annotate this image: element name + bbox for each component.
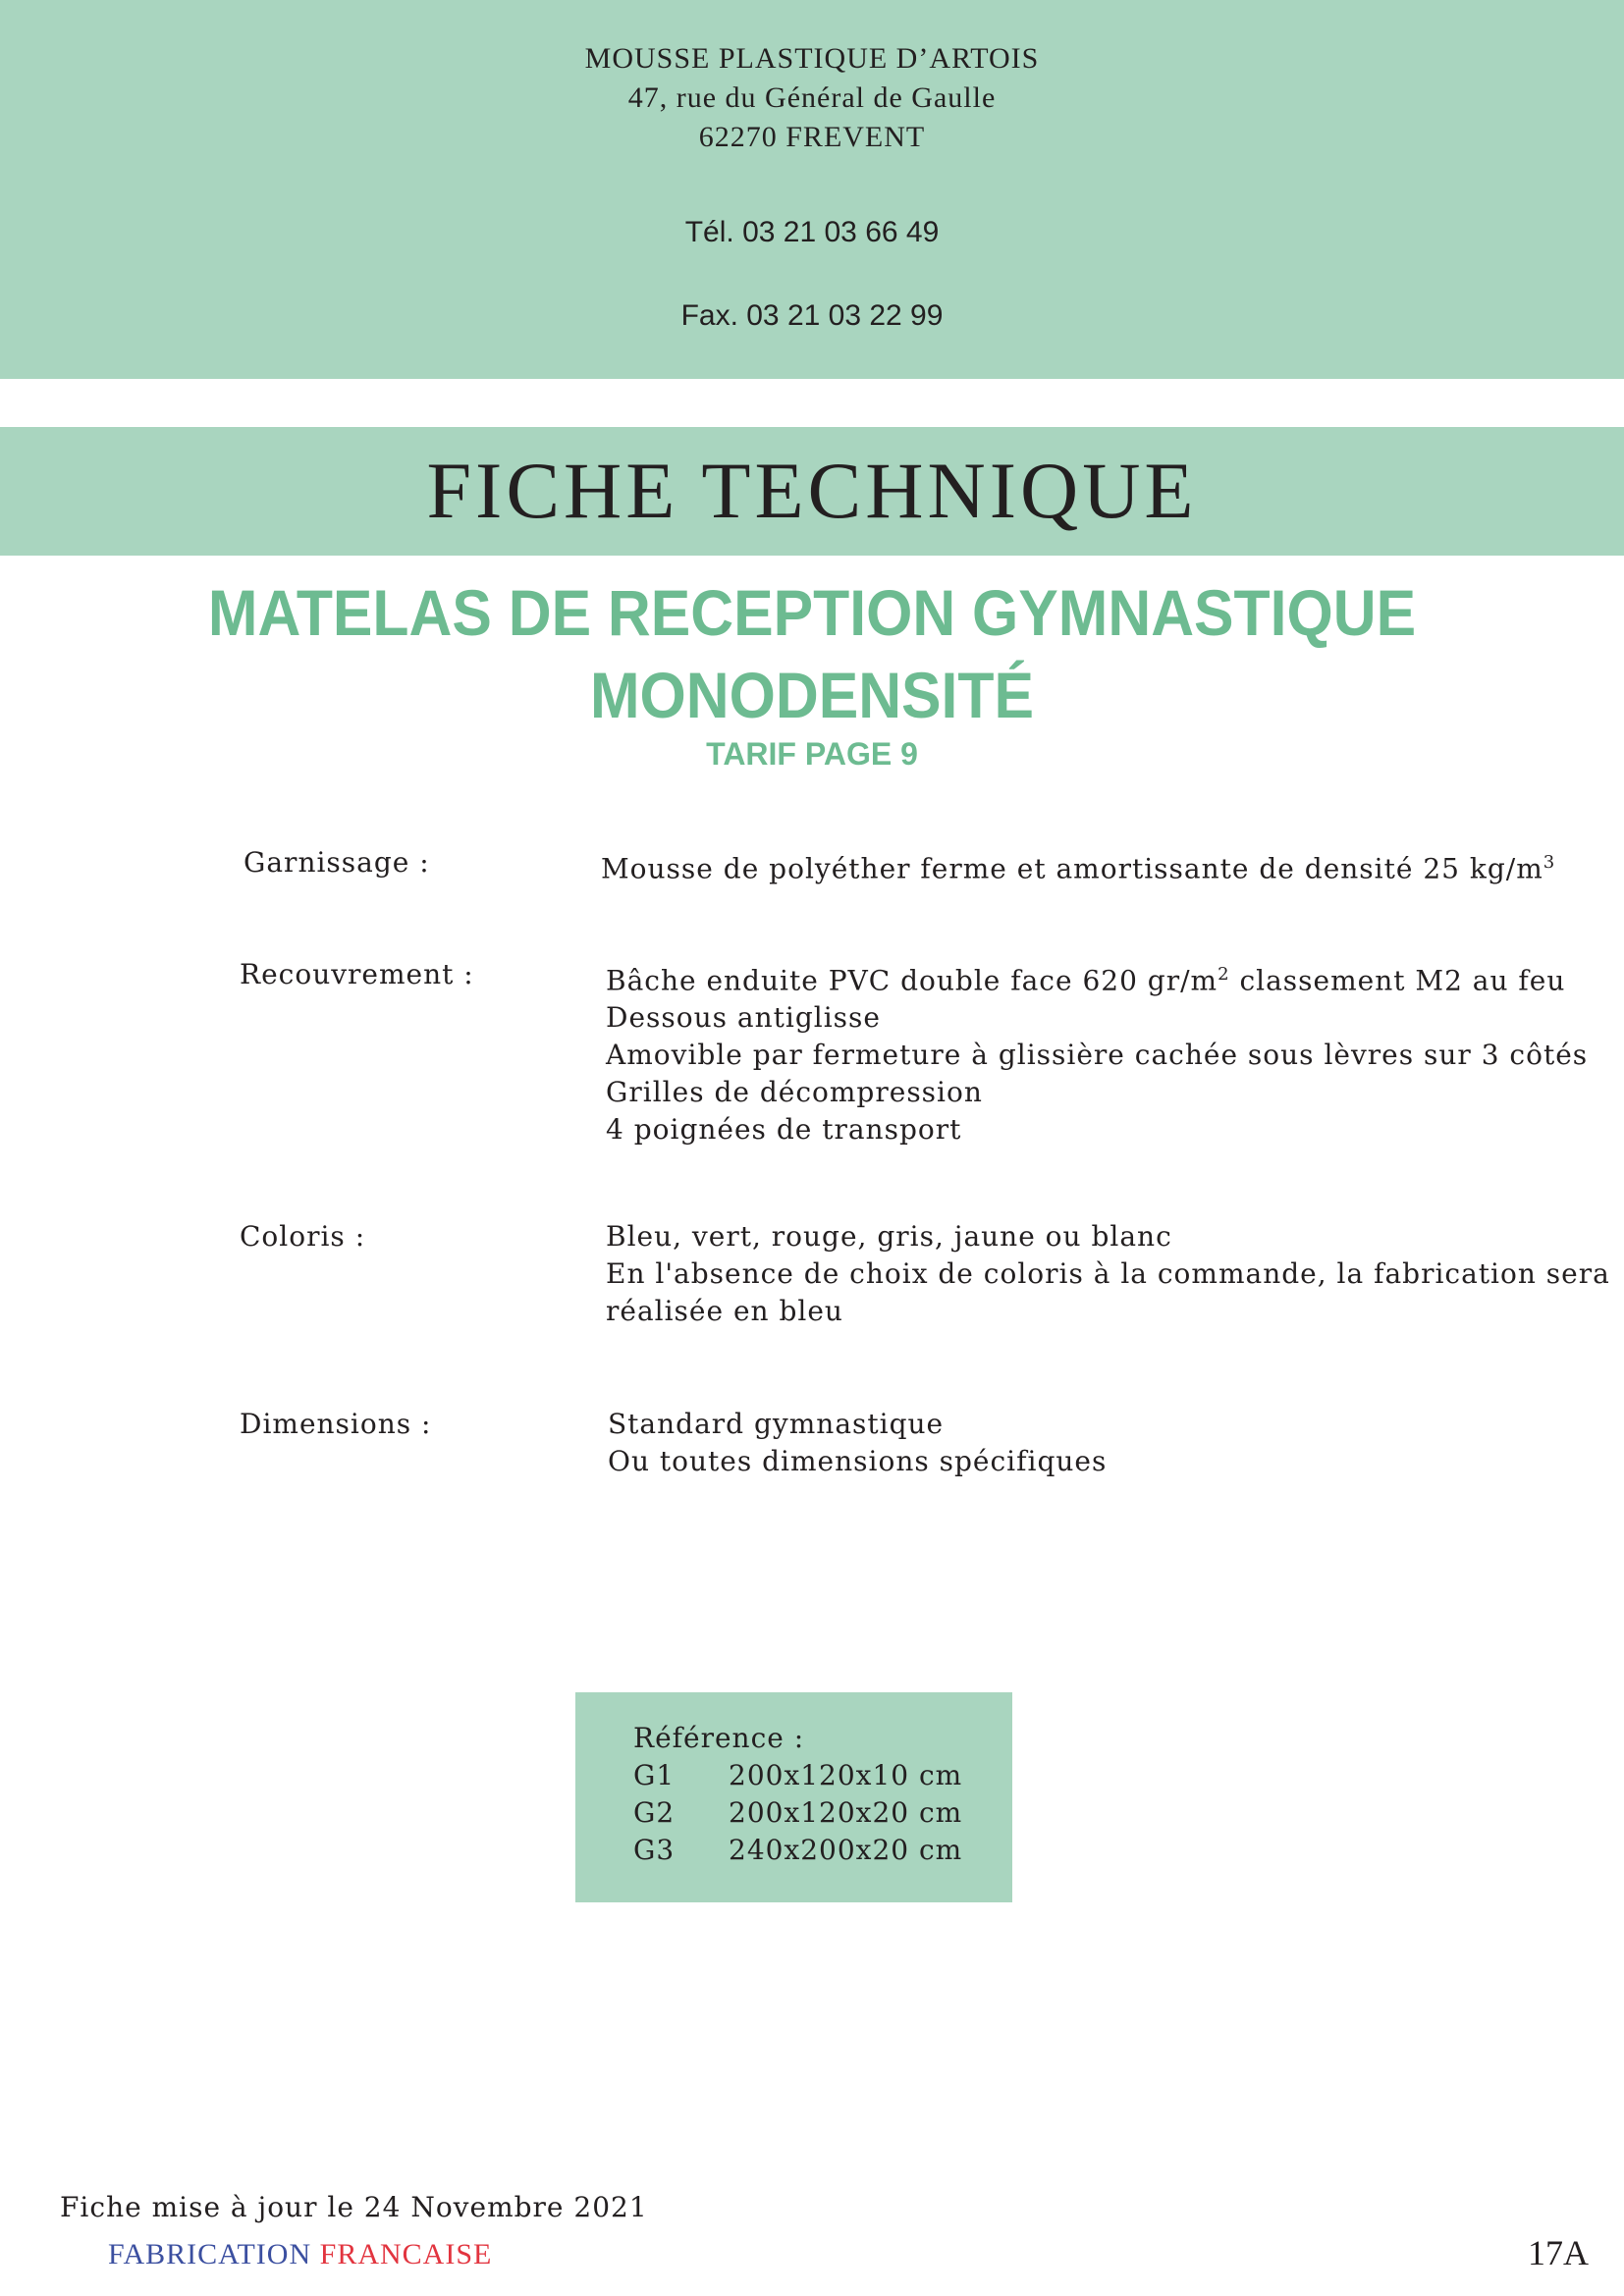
company-block — [0, 39, 1624, 157]
recouvrement-sup: 2 — [1218, 964, 1230, 985]
company-phone: Tél. 03 21 03 66 49 — [684, 216, 940, 248]
reference-code: G3 — [633, 1834, 676, 1866]
reference-code: G1 — [633, 1759, 676, 1791]
page-title: FICHE TECHNIQUE — [426, 446, 1198, 535]
recouvrement-label: Recouvrement : — [240, 958, 474, 990]
recouvrement-line4: Grilles de décompression — [606, 1076, 983, 1109]
reference-dims: 240x200x20 cm — [729, 1834, 963, 1866]
recouvrement-line2: Dessous antiglisse — [606, 1001, 881, 1035]
dimensions-line1: Standard gymnastique — [608, 1408, 945, 1440]
product-title-line2: MONODENSITÉ — [589, 659, 1035, 731]
dimensions-value — [608, 1406, 1107, 1480]
page-number: 17A — [1528, 2233, 1589, 2272]
coloris-line3: réalisée en bleu — [606, 1295, 843, 1327]
reference-code: G2 — [633, 1796, 676, 1829]
garnissage-sup: 3 — [1543, 852, 1556, 873]
reference-title: Référence : — [633, 1722, 805, 1754]
garnissage-value — [601, 844, 1555, 887]
product-title-line1: MATELAS DE RECEPTION GYMNASTIQUE — [207, 576, 1417, 649]
fabrication-francaise — [108, 2238, 492, 2271]
coloris-label: Coloris : — [240, 1220, 366, 1253]
coloris-line2: En l'absence de choix de coloris à la commande, la fabrication sera — [606, 1257, 1610, 1290]
garnissage-text: Mousse de polyéther ferme et amortissante de densité 25 kg/m — [601, 852, 1543, 885]
company-city: 62270 FREVENT — [698, 121, 926, 153]
company-address: 47, rue du Général de Gaulle — [627, 81, 997, 114]
recouvrement-line5: 4 poignées de transport — [606, 1113, 962, 1147]
recouvrement-value — [606, 956, 1588, 1148]
tarif-reference: TARIF PAGE 9 — [706, 736, 918, 772]
reference-dims: 200x120x10 cm — [729, 1759, 963, 1791]
dimensions-line2: Ou toutes dimensions spécifiques — [608, 1445, 1108, 1477]
recouvrement-line1-b: classement M2 au feu — [1229, 964, 1566, 997]
garnissage-label: Garnissage : — [244, 846, 430, 879]
recouvrement-line3: Amovible par fermeture à glissière cachée sous lèvres sur 3 côtés — [606, 1039, 1589, 1072]
product-title — [65, 571, 1559, 736]
coloris-line1: Bleu, vert, rouge, gris, jaune ou blanc — [606, 1220, 1172, 1253]
reference-dims: 200x120x20 cm — [729, 1796, 963, 1829]
dimensions-label: Dimensions : — [240, 1408, 432, 1440]
recouvrement-line1-a: Bâche enduite PVC double face 620 gr/m — [606, 964, 1218, 997]
company-fax: Fax. 03 21 03 22 99 — [680, 299, 944, 332]
coloris-value — [606, 1218, 1610, 1330]
fabrication-word: FABRICATION — [108, 2238, 320, 2270]
company-name: MOUSSE PLASTIQUE D’ARTOIS — [584, 42, 1040, 75]
update-date: Fiche mise à jour le 24 Novembre 2021 — [60, 2191, 648, 2223]
francaise-word: FRANCAISE — [319, 2238, 493, 2270]
